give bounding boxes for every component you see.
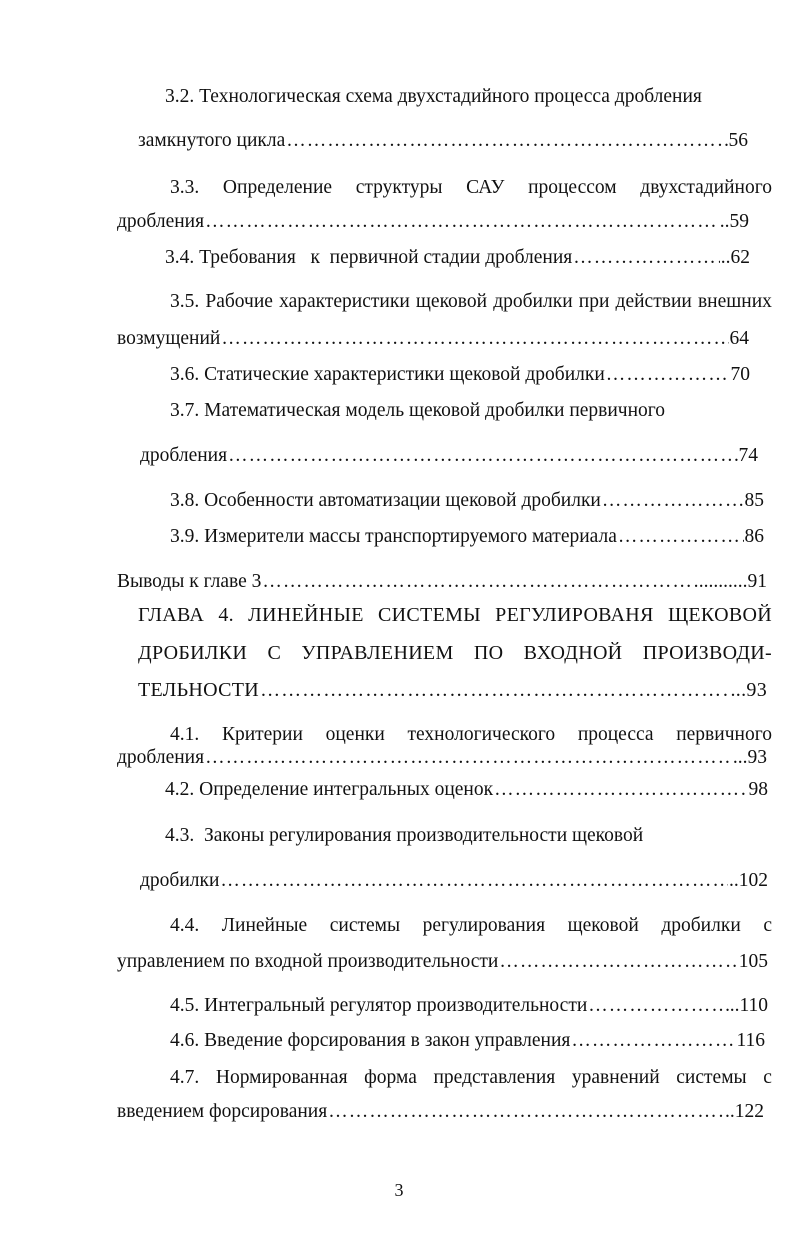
toc-entry-4-3-line1: 4.3. Законы регулирования производительности щековой — [165, 825, 644, 846]
word: дробилки — [493, 291, 573, 312]
toc-page-number: 56 — [728, 130, 748, 151]
word: регулирования — [422, 915, 546, 936]
dot-leader — [286, 129, 727, 153]
toc-entry-text: введением форсирования — [117, 1101, 328, 1122]
word: САУ — [466, 177, 505, 198]
toc-entry-3-4 — [165, 246, 750, 270]
word: ГЛАВА — [138, 604, 205, 626]
toc-entry-text: 4.6. Введение форсирования в закон управления — [170, 1030, 571, 1051]
word: 4.1. — [170, 724, 200, 745]
toc-entry-3-7-line1: 3.7. Математическая модель щековой дробилки первичного — [170, 400, 666, 421]
toc-entry-text: 3.8. Особенности автоматизации щековой дробилки — [170, 490, 601, 511]
toc-page-number: 70 — [730, 364, 750, 385]
toc-entry-3-3-line1 — [170, 176, 772, 200]
toc-entry-conclusions-3 — [117, 570, 767, 594]
toc-page-number: 86 — [744, 526, 764, 547]
toc-entry-text: дробления — [140, 445, 228, 466]
toc-page-number: 85 — [744, 490, 764, 511]
word: системы — [676, 1067, 747, 1088]
dot-leader — [260, 678, 729, 702]
dot-leader — [494, 778, 747, 802]
word: С — [267, 642, 282, 664]
word: внешних — [697, 291, 772, 312]
word: ЛИНЕЙНЫЕ — [248, 604, 364, 626]
toc-page-number: ...93 — [732, 747, 767, 768]
word: процесса — [577, 724, 654, 745]
toc-entry-text: 3.4. Требования к первичной стадии дробления — [165, 247, 573, 268]
toc-entry-4-1-line2 — [117, 746, 767, 770]
word: Критерии — [221, 724, 303, 745]
toc-entry-4-7-line1 — [170, 1066, 772, 1090]
word: системы — [329, 915, 401, 936]
toc-page-number: ..........91 — [698, 571, 767, 592]
word: Нормированная — [215, 1067, 348, 1088]
toc-page-number: 105 — [738, 951, 768, 972]
dot-leader — [573, 246, 719, 270]
toc-page-number: 116 — [736, 1030, 765, 1051]
toc-entry-text: Выводы к главе 3 — [117, 571, 262, 592]
toc-entry-4-5 — [170, 994, 768, 1018]
word: ПО — [473, 642, 504, 664]
word: оценки — [325, 724, 385, 745]
dot-leader — [228, 444, 737, 468]
toc-entry-text: 4.5. Интегральный регулятор производительности — [170, 995, 588, 1016]
word: щековой — [415, 291, 488, 312]
toc-entry-3-3-line2 — [117, 210, 749, 234]
word: технологического — [407, 724, 556, 745]
toc-entry-3-6 — [170, 363, 750, 387]
toc-entry-text: замкнутого цикла — [138, 130, 286, 151]
word: 3.5. — [170, 291, 200, 312]
word: действии — [615, 291, 692, 312]
dot-leader — [618, 525, 744, 549]
toc-entry-4-3-line2 — [140, 869, 768, 893]
dot-leader — [588, 994, 728, 1018]
dot-leader — [328, 1100, 724, 1124]
word: ПРОИЗВОДИ- — [642, 642, 772, 664]
toc-page-number: ..59 — [719, 211, 749, 232]
word: форма — [364, 1067, 417, 1088]
toc-page-number: 74 — [738, 445, 758, 466]
word: с — [763, 915, 772, 936]
toc-entry-3-8 — [170, 489, 764, 513]
toc-entry-text: ТЕЛЬНОСТИ — [138, 679, 260, 701]
dot-leader — [571, 1029, 735, 1053]
toc-entry-text: 3.6. Статические характеристики щековой дробилки — [170, 364, 605, 385]
word: первичного — [676, 724, 772, 745]
toc-entry-4-1-line1 — [170, 723, 772, 747]
toc-entry-3-9 — [170, 525, 764, 549]
word: двухстадийного — [640, 177, 772, 198]
toc-entry-text: управлением по входной производительности — [117, 951, 499, 972]
toc-entry-text: 4.2. Определение интегральных оценок — [165, 779, 494, 800]
toc-chapter-4-line2 — [138, 641, 772, 665]
word: процессом — [528, 177, 617, 198]
word: Определение — [222, 177, 333, 198]
toc-entry-text: дробилки — [140, 870, 220, 891]
dot-leader — [220, 869, 728, 893]
toc-chapter-4-line3 — [138, 678, 767, 702]
toc-entry-3-2-line2 — [138, 129, 748, 153]
toc-entry-3-5-line2 — [117, 327, 749, 351]
word: ДРОБИЛКИ — [138, 642, 248, 664]
toc-page-number: ..102 — [729, 870, 768, 891]
word: ВХОДНОЙ — [523, 642, 623, 664]
toc-entry-text: 3.9. Измерители массы транспортируемого материала — [170, 526, 617, 547]
toc-page-number: ..122 — [725, 1101, 764, 1122]
toc-page-number: 64 — [729, 328, 749, 349]
word: ЩЕКОВОЙ — [667, 604, 772, 626]
word: СИСТЕМЫ — [378, 604, 481, 626]
toc-entry-text: возмущений — [117, 328, 221, 349]
dot-leader — [205, 746, 732, 770]
word: УПРАВЛЕНИЕМ — [301, 642, 454, 664]
word: при — [578, 291, 610, 312]
toc-entry-4-6 — [170, 1029, 765, 1053]
toc-entry-text: дробления — [117, 747, 205, 768]
toc-entry-4-4-line2 — [117, 950, 768, 974]
word: 4.7. — [170, 1067, 200, 1088]
toc-page-number: ..110 — [729, 995, 768, 1016]
toc-page-number: ...93 — [730, 679, 767, 701]
word: 4.4. — [170, 915, 200, 936]
word: характеристики — [279, 291, 410, 312]
dot-leader — [499, 950, 737, 974]
word: РЕГУЛИРОВАНЯ — [495, 604, 654, 626]
dot-leader — [205, 210, 719, 234]
dot-leader — [606, 363, 730, 387]
word: Рабочие — [205, 291, 273, 312]
toc-page-number: ..62 — [720, 247, 750, 268]
dot-leader — [602, 489, 744, 513]
word: 4. — [218, 604, 234, 626]
toc-entry-text: дробления — [117, 211, 205, 232]
dot-leader — [221, 327, 728, 351]
toc-page-number: 98 — [748, 779, 768, 800]
toc-chapter-4-line1 — [138, 603, 772, 627]
word: представления — [433, 1067, 556, 1088]
toc-entry-3-2-line1: 3.2. Технологическая схема двухстадийного процесса дробления — [165, 86, 702, 107]
toc-entry-4-4-line1 — [170, 914, 772, 938]
word: уравнений — [571, 1067, 660, 1088]
toc-entry-4-2 — [165, 778, 768, 802]
page-number: 3 — [394, 1180, 404, 1200]
word: 3.3. — [170, 177, 200, 198]
word: структуры — [355, 177, 443, 198]
toc-entry-3-5-line1 — [170, 290, 772, 314]
word: дробилки — [661, 915, 741, 936]
toc-entry-4-7-line2 — [117, 1100, 764, 1124]
toc-entry-3-7-line2 — [140, 444, 758, 468]
word: Линейные — [221, 915, 308, 936]
word: с — [763, 1067, 772, 1088]
word: щековой — [567, 915, 639, 936]
dot-leader — [262, 570, 697, 594]
